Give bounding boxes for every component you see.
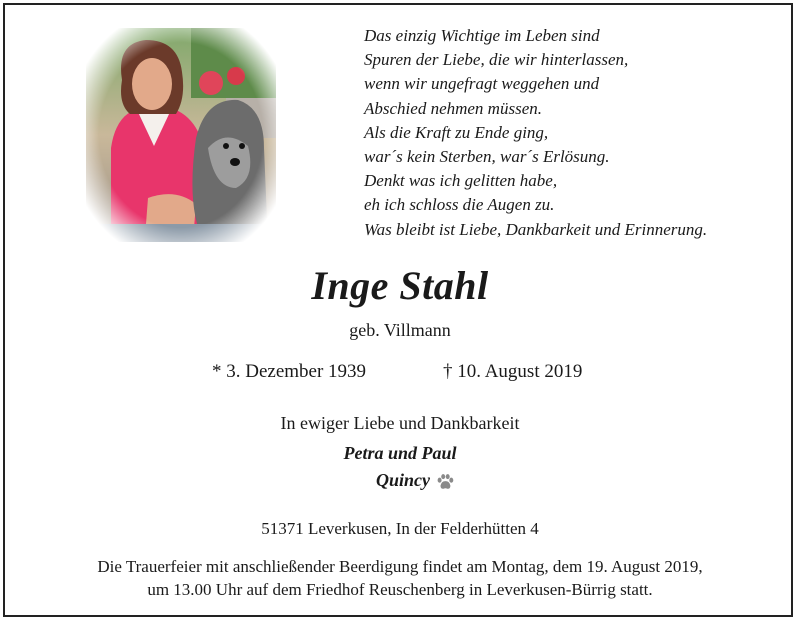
death-date: † 10. August 2019	[443, 361, 583, 382]
poem-line: Als die Kraft zu Ende ging,	[364, 122, 549, 142]
poem-line: eh ich schloss die Augen zu.	[364, 195, 555, 215]
portrait-photo	[86, 28, 276, 242]
mourners-intro: In ewiger Liebe und Dankbarkeit	[280, 413, 520, 433]
poem-line: Spuren der Liebe, die wir hinterlassen,	[364, 50, 629, 70]
poem-line: Was bleibt ist Liebe, Dankbarkeit und Erinnerung.	[364, 219, 708, 239]
service-line: Die Trauerfeier mit anschließender Beerdigung findet am Montag, dem 19. August 2019,	[97, 557, 703, 576]
poem-line: wenn wir ungefragt weggehen und	[364, 74, 600, 94]
poem-line: Denkt was ich gelitten habe,	[364, 171, 558, 191]
mourners-pet	[0, 470, 800, 491]
address: 51371 Leverkusen, In der Felderhütten 4	[261, 519, 539, 538]
poem	[364, 24, 784, 242]
poem-line: Das einzig Wichtige im Leben sind	[364, 26, 600, 45]
pet-name: Quincy	[376, 470, 430, 490]
maiden-name: geb. Villmann	[349, 320, 451, 340]
deceased-name: Inge Stahl	[311, 263, 489, 308]
service-line: um 13.00 Uhr auf dem Friedhof Reuschenberg in Leverkusen-Bürrig statt.	[147, 580, 653, 599]
mourners-names: Petra und Paul	[343, 443, 457, 463]
birth-date: * 3. Dezember 1939	[212, 361, 367, 382]
poem-line: Abschied nehmen müssen.	[364, 98, 542, 118]
service-notice	[0, 555, 800, 601]
poem-line: war´s kein Sterben, war´s Erlösung.	[364, 147, 610, 167]
paw-icon	[436, 473, 454, 491]
